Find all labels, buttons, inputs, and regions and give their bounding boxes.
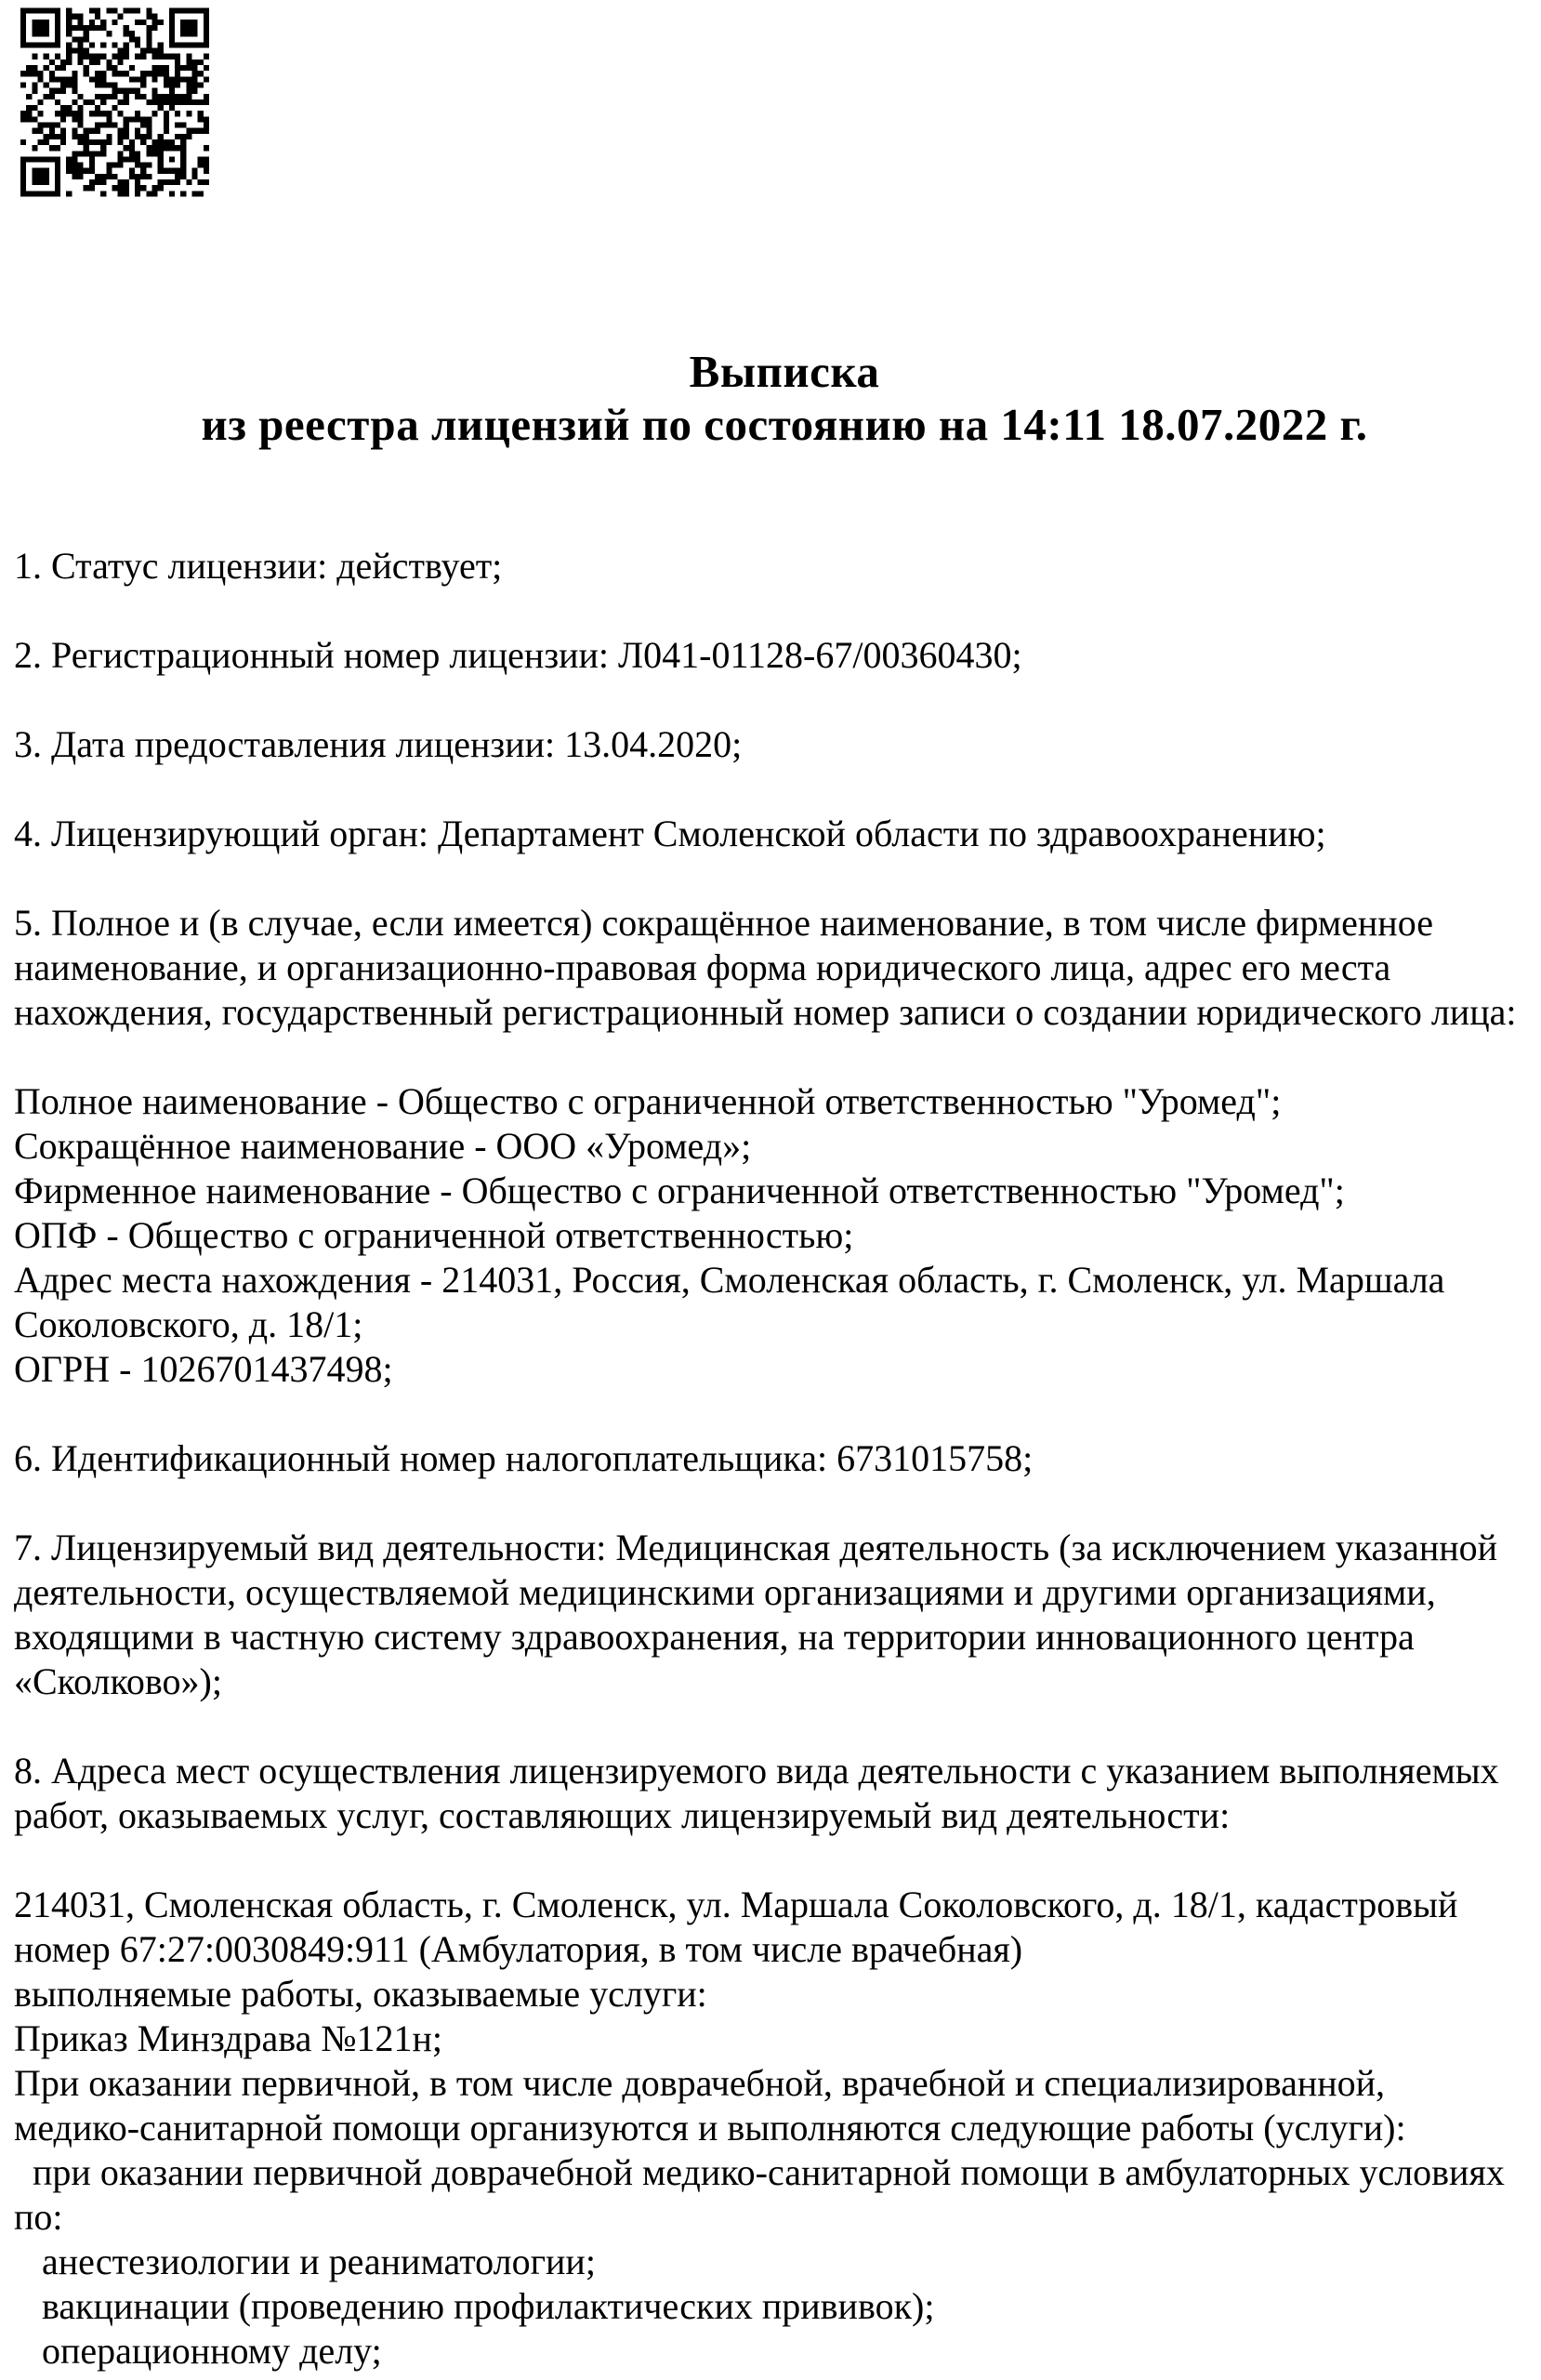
text-line: нахождения, государственный регистрационный номер записи о создании юридического лица: xyxy=(14,991,1517,1033)
paragraph xyxy=(14,722,1524,767)
text-line: номер 67:27:0030849:911 (Амбулатория, в том числе врачебная) xyxy=(14,1928,1023,1970)
text-line: «Сколково»); xyxy=(14,1660,222,1702)
text-line: Адрес места нахождения - 214031, Россия, Смоленская область, г. Смоленск, ул. Маршала xyxy=(14,1259,1445,1301)
title-line-1: Выписка xyxy=(689,346,880,397)
text-line: Фирменное наименование - Общество с ограниченной ответственностью "Уромед"; xyxy=(14,1170,1345,1211)
text-line: наименование, и организационно-правовая форма юридического лица, адрес его места xyxy=(14,946,1391,988)
text-line: 4. Лицензирующий орган: Департамент Смоленской области по здравоохранению; xyxy=(14,813,1326,854)
qr-code-pattern xyxy=(20,7,209,197)
paragraph xyxy=(14,1526,1524,1704)
text-line: медико-санитарной помощи организуются и выполняются следующие работы (услуги): xyxy=(14,2107,1406,2149)
document-title xyxy=(28,345,1541,451)
text-line: 2. Регистрационный номер лицензии: Л041-01128-67/00360430; xyxy=(14,634,1022,676)
paragraph xyxy=(14,633,1524,678)
paragraph xyxy=(14,1749,1524,1838)
text-line: входящими в частную систему здравоохранения, на территории инновационного центра xyxy=(14,1616,1415,1658)
document-body xyxy=(14,544,1524,2380)
text-line: 214031, Смоленская область, г. Смоленск, ул. Маршала Соколовского, д. 18/1, кадастровый xyxy=(14,1884,1458,1925)
paragraph xyxy=(14,1883,1524,2373)
text-line: 7. Лицензируемый вид деятельности: Медицинская деятельность (за исключением указанной xyxy=(14,1527,1498,1568)
text-line: при оказании первичной доврачебной медико-санитарной помощи в амбулаторных условиях xyxy=(14,2151,1505,2193)
paragraph xyxy=(14,812,1524,856)
text-line: 6. Идентификационный номер налогоплательщика: 6731015758; xyxy=(14,1437,1034,1479)
text-line: Приказ Минздрава №121н; xyxy=(14,2017,443,2059)
text-line: При оказании первичной, в том числе доврачебной, врачебной и специализированной, xyxy=(14,2062,1386,2104)
text-line: Соколовского, д. 18/1; xyxy=(14,1303,363,1345)
text-line: анестезиологии и реаниматологии; xyxy=(14,2241,596,2282)
text-line: 3. Дата предоставления лицензии: 13.04.2020; xyxy=(14,723,743,765)
text-line: операционному делу; xyxy=(14,2330,382,2372)
text-line: 1. Статус лицензии: действует; xyxy=(14,545,503,587)
paragraph xyxy=(14,901,1524,1035)
text-line: ОГРН - 1026701437498; xyxy=(14,1348,393,1390)
text-line: 8. Адреса мест осуществления лицензируемого вида деятельности с указанием выполняемых xyxy=(14,1750,1499,1792)
text-line: Сокращённое наименование - ООО «Уромед»; xyxy=(14,1125,752,1167)
text-line: выполняемые работы, оказываемые услуги: xyxy=(14,1973,707,2015)
paragraph xyxy=(14,1436,1524,1481)
paragraph xyxy=(14,1079,1524,1392)
text-line: деятельности, осуществляемой медицинскими организациями и другими организациями, xyxy=(14,1571,1436,1613)
text-line: вакцинации (проведению профилактических прививок); xyxy=(14,2285,935,2327)
text-line: ОПФ - Общество с ограниченной ответственностью; xyxy=(14,1214,854,1256)
paragraph xyxy=(14,544,1524,588)
qr-code-icon xyxy=(20,7,209,197)
text-line: работ, оказываемых услуг, составляющих лицензируемый вид деятельности: xyxy=(14,1794,1231,1836)
text-line: Полное наименование - Общество с ограниченной ответственностью "Уромед"; xyxy=(14,1080,1282,1122)
text-line: по: xyxy=(14,2196,63,2238)
title-line-2: из реестра лицензий по состоянию на 14:11 18.07.2022 г. xyxy=(201,399,1368,450)
text-line: 5. Полное и (в случае, если имеется) сокращённое наименование, в том числе фирменное xyxy=(14,902,1433,944)
